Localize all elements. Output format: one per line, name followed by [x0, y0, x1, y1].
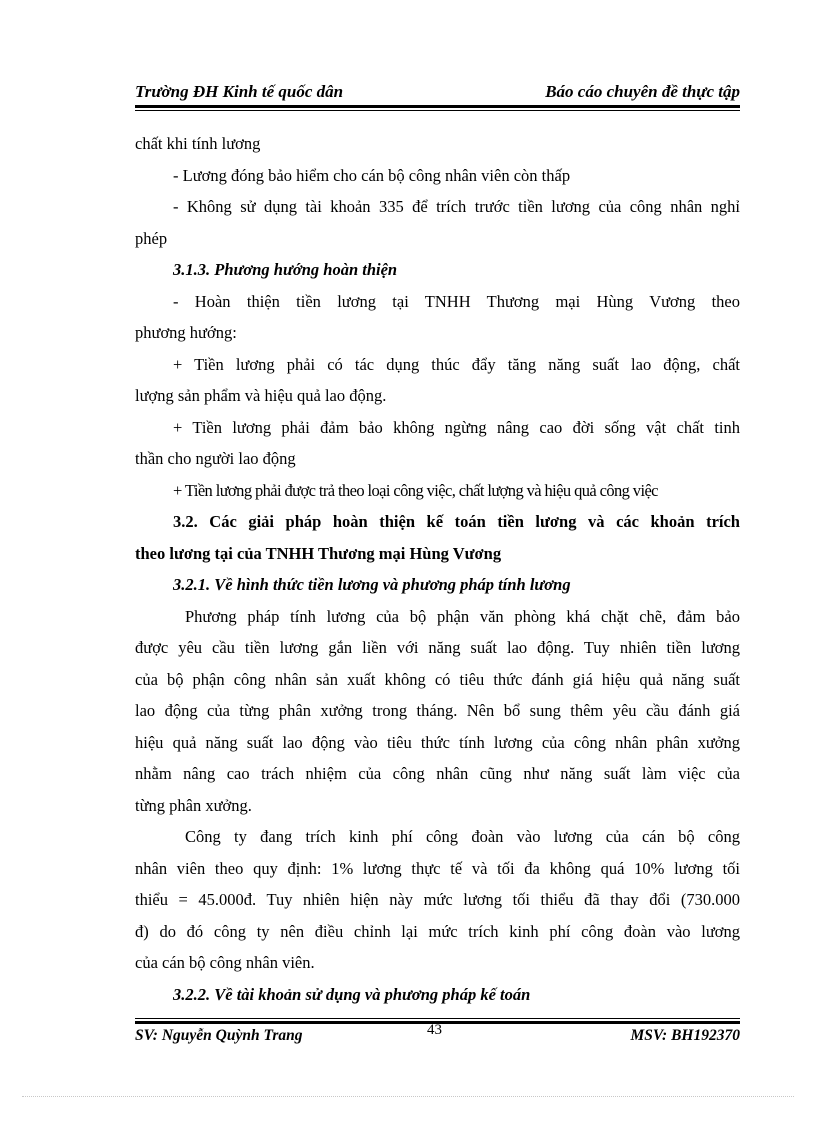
header-school: Trường ĐH Kinh tế quốc dân [135, 82, 344, 101]
text-line: chất khi tính lương [135, 134, 261, 153]
paragraph-line: của bộ phận công nhân sản xuất không có tiêu thức đánh giá hiệu quả năng suất [135, 669, 740, 689]
paragraph-line: được yêu cầu tiền lương gắn liền với năng suất lao động. Tuy nhiên tiền lương [135, 638, 740, 657]
document-body [135, 128, 740, 1010]
section-heading-3-2-2: 3.2.2. Về tài khoản sử dụng và phương pháp kế toán [173, 984, 531, 1004]
section-heading-3-1-3: 3.1.3. Phương hướng hoàn thiện [173, 260, 398, 279]
footer-student-id: MSV: BH192370 [630, 1027, 740, 1044]
header-rule-thick [135, 105, 740, 108]
bullet-line: + Tiền lương phải được trả theo loại công việc, chất lượng và hiệu quả công việc [173, 480, 658, 500]
paragraph-line: hiệu quả năng suất lao động vào tiêu thức tính lương của công nhân phân xưởng [135, 732, 740, 752]
paragraph-line: đ) do đó công ty nên điều chỉnh lại mức trích kinh phí công đoàn vào lương [135, 921, 740, 941]
text-line: phương hướng: [135, 323, 237, 342]
bullet-line: + Tiền lương phải đảm bảo không ngừng nâng cao đời sống vật chất tinh [173, 417, 740, 437]
paragraph-line: của cán bộ công nhân viên. [135, 953, 315, 972]
page-number: 43 [427, 1022, 442, 1038]
paragraph-line: Công ty đang trích kinh phí công đoàn vào lương của cán bộ công [185, 827, 740, 846]
footer-rule-thin [135, 1018, 740, 1019]
header-report-title: Báo cáo chuyên đề thực tập [545, 82, 740, 101]
section-heading-3-2-1: 3.2.1. Về hình thức tiền lương và phương pháp tính lương [173, 575, 571, 594]
bullet-line: - Hoàn thiện tiền lương tại TNHH Thương mại Hùng Vương theo [173, 291, 740, 311]
paragraph-line: nhằm nâng cao trách nhiệm của công nhân cũng như năng suất làm việc của [135, 764, 740, 783]
text-line: lượng sản phẩm và hiệu quả lao động. [135, 386, 387, 405]
bullet-line: - Lương đóng bảo hiểm cho cán bộ công nhân viên còn thấp [173, 165, 571, 185]
bullet-line: + Tiền lương phải có tác dụng thúc đẩy tăng năng suất lao động, chất [173, 354, 740, 374]
section-heading-3-2-cont: theo lương tại của TNHH Thương mại Hùng Vương [135, 543, 502, 563]
paragraph-line: nhân viên theo quy định: 1% lương thực tế và tối đa không quá 10% lương tối [135, 858, 740, 878]
paragraph-line: Phương pháp tính lương của bộ phận văn phòng khá chặt chẽ, đảm bảo [185, 606, 740, 626]
text-line: thần cho người lao động [135, 449, 296, 468]
page-header [135, 80, 740, 104]
paragraph-line: từng phân xưởng. [135, 795, 252, 815]
paragraph-line: thiểu = 45.000đ. Tuy nhiên hiện này mức lương tối thiểu đã thay đổi (730.000 [135, 890, 740, 909]
page-footer [135, 1027, 740, 1051]
footer-student-name: SV: Nguyễn Quỳnh Trang [135, 1027, 303, 1044]
header-rule-thin [135, 110, 740, 111]
section-heading-3-2: 3.2. Các giải pháp hoàn thiện kế toán tiền lương và các khoản trích [173, 512, 740, 531]
page-edge-divider [22, 1096, 794, 1097]
paragraph-line: lao động của từng phân xưởng trong tháng. Nên bổ sung thêm yêu cầu đánh giá [135, 701, 740, 720]
text-line: phép [135, 228, 168, 248]
bullet-line: - Không sử dụng tài khoản 335 để trích trước tiền lương của công nhân nghỉ [173, 197, 740, 216]
